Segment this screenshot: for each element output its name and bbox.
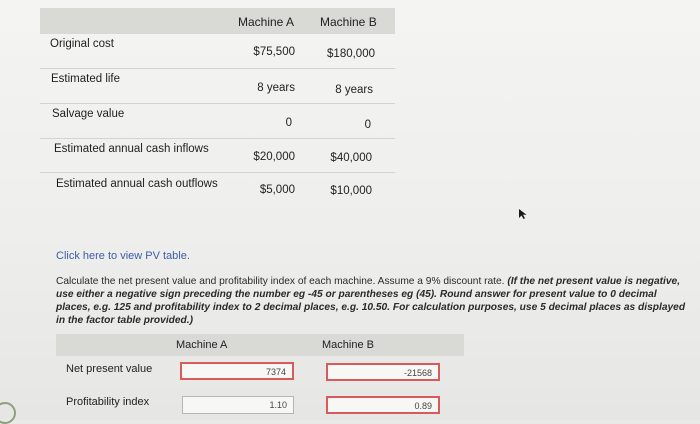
instructions-main: Calculate the net present value and profitability index of each machine. Assume a 9% discount rate. (56, 276, 505, 287)
cell-estimated-life-a: 8 years (257, 82, 295, 94)
instructions-rounding-note: (If the net present value is negative, use either a negative sign preceding the number eg -45 or parentheses eg (45). Round answer for present value to 0 decimal places, e.g. 125 and profitability index to 2 decimal places, e.g. 10.50. For calculation purposes, use 5 decimal places as displayed in the factor table provided.) (56, 276, 686, 326)
cell-salvage-value-b: 0 (364, 119, 371, 131)
row-label-annual-inflows: Estimated annual cash inflows (54, 143, 209, 155)
mouse-pointer-icon (518, 208, 528, 220)
row-label-salvage-value: Salvage value (52, 108, 125, 120)
row-label-estimated-life: Estimated life (51, 73, 121, 85)
row-divider (40, 68, 395, 69)
header-machine-b: Machine B (320, 15, 377, 29)
pi-input-machine-a[interactable]: 1.10 (182, 396, 294, 414)
answer-label-npv: Net present value (66, 363, 153, 375)
row-divider (40, 138, 395, 139)
answer-header-machine-a: Machine A (176, 339, 228, 351)
cell-annual-outflows-b: $10,000 (330, 185, 372, 197)
cell-estimated-life-b: 8 years (335, 84, 373, 96)
cell-original-cost-b: $180,000 (327, 48, 375, 60)
pv-table-link[interactable]: Click here to view PV table. (56, 250, 190, 262)
answer-header-machine-b: Machine B (322, 339, 374, 351)
header-machine-a: Machine A (238, 15, 295, 29)
row-label-annual-outflows: Estimated annual cash outflows (56, 178, 218, 190)
row-divider (40, 172, 395, 173)
answer-label-profitability-index: Profitability index (66, 396, 150, 408)
pi-input-machine-b[interactable]: 0.89 (326, 396, 440, 414)
row-divider (40, 103, 395, 104)
cell-salvage-value-a: 0 (285, 117, 292, 129)
instructions-text (56, 275, 688, 327)
cell-annual-inflows-a: $20,000 (253, 151, 295, 163)
cell-annual-outflows-a: $5,000 (259, 184, 295, 196)
help-avatar-icon[interactable] (0, 402, 16, 424)
cell-annual-inflows-b: $40,000 (330, 152, 372, 164)
row-label-original-cost: Original cost (50, 38, 114, 50)
npv-input-machine-a[interactable]: 7374 (180, 362, 294, 380)
answer-header-band (56, 334, 464, 356)
npv-input-machine-b[interactable]: -21568 (326, 363, 440, 381)
cell-original-cost-a: $75,500 (253, 46, 295, 58)
